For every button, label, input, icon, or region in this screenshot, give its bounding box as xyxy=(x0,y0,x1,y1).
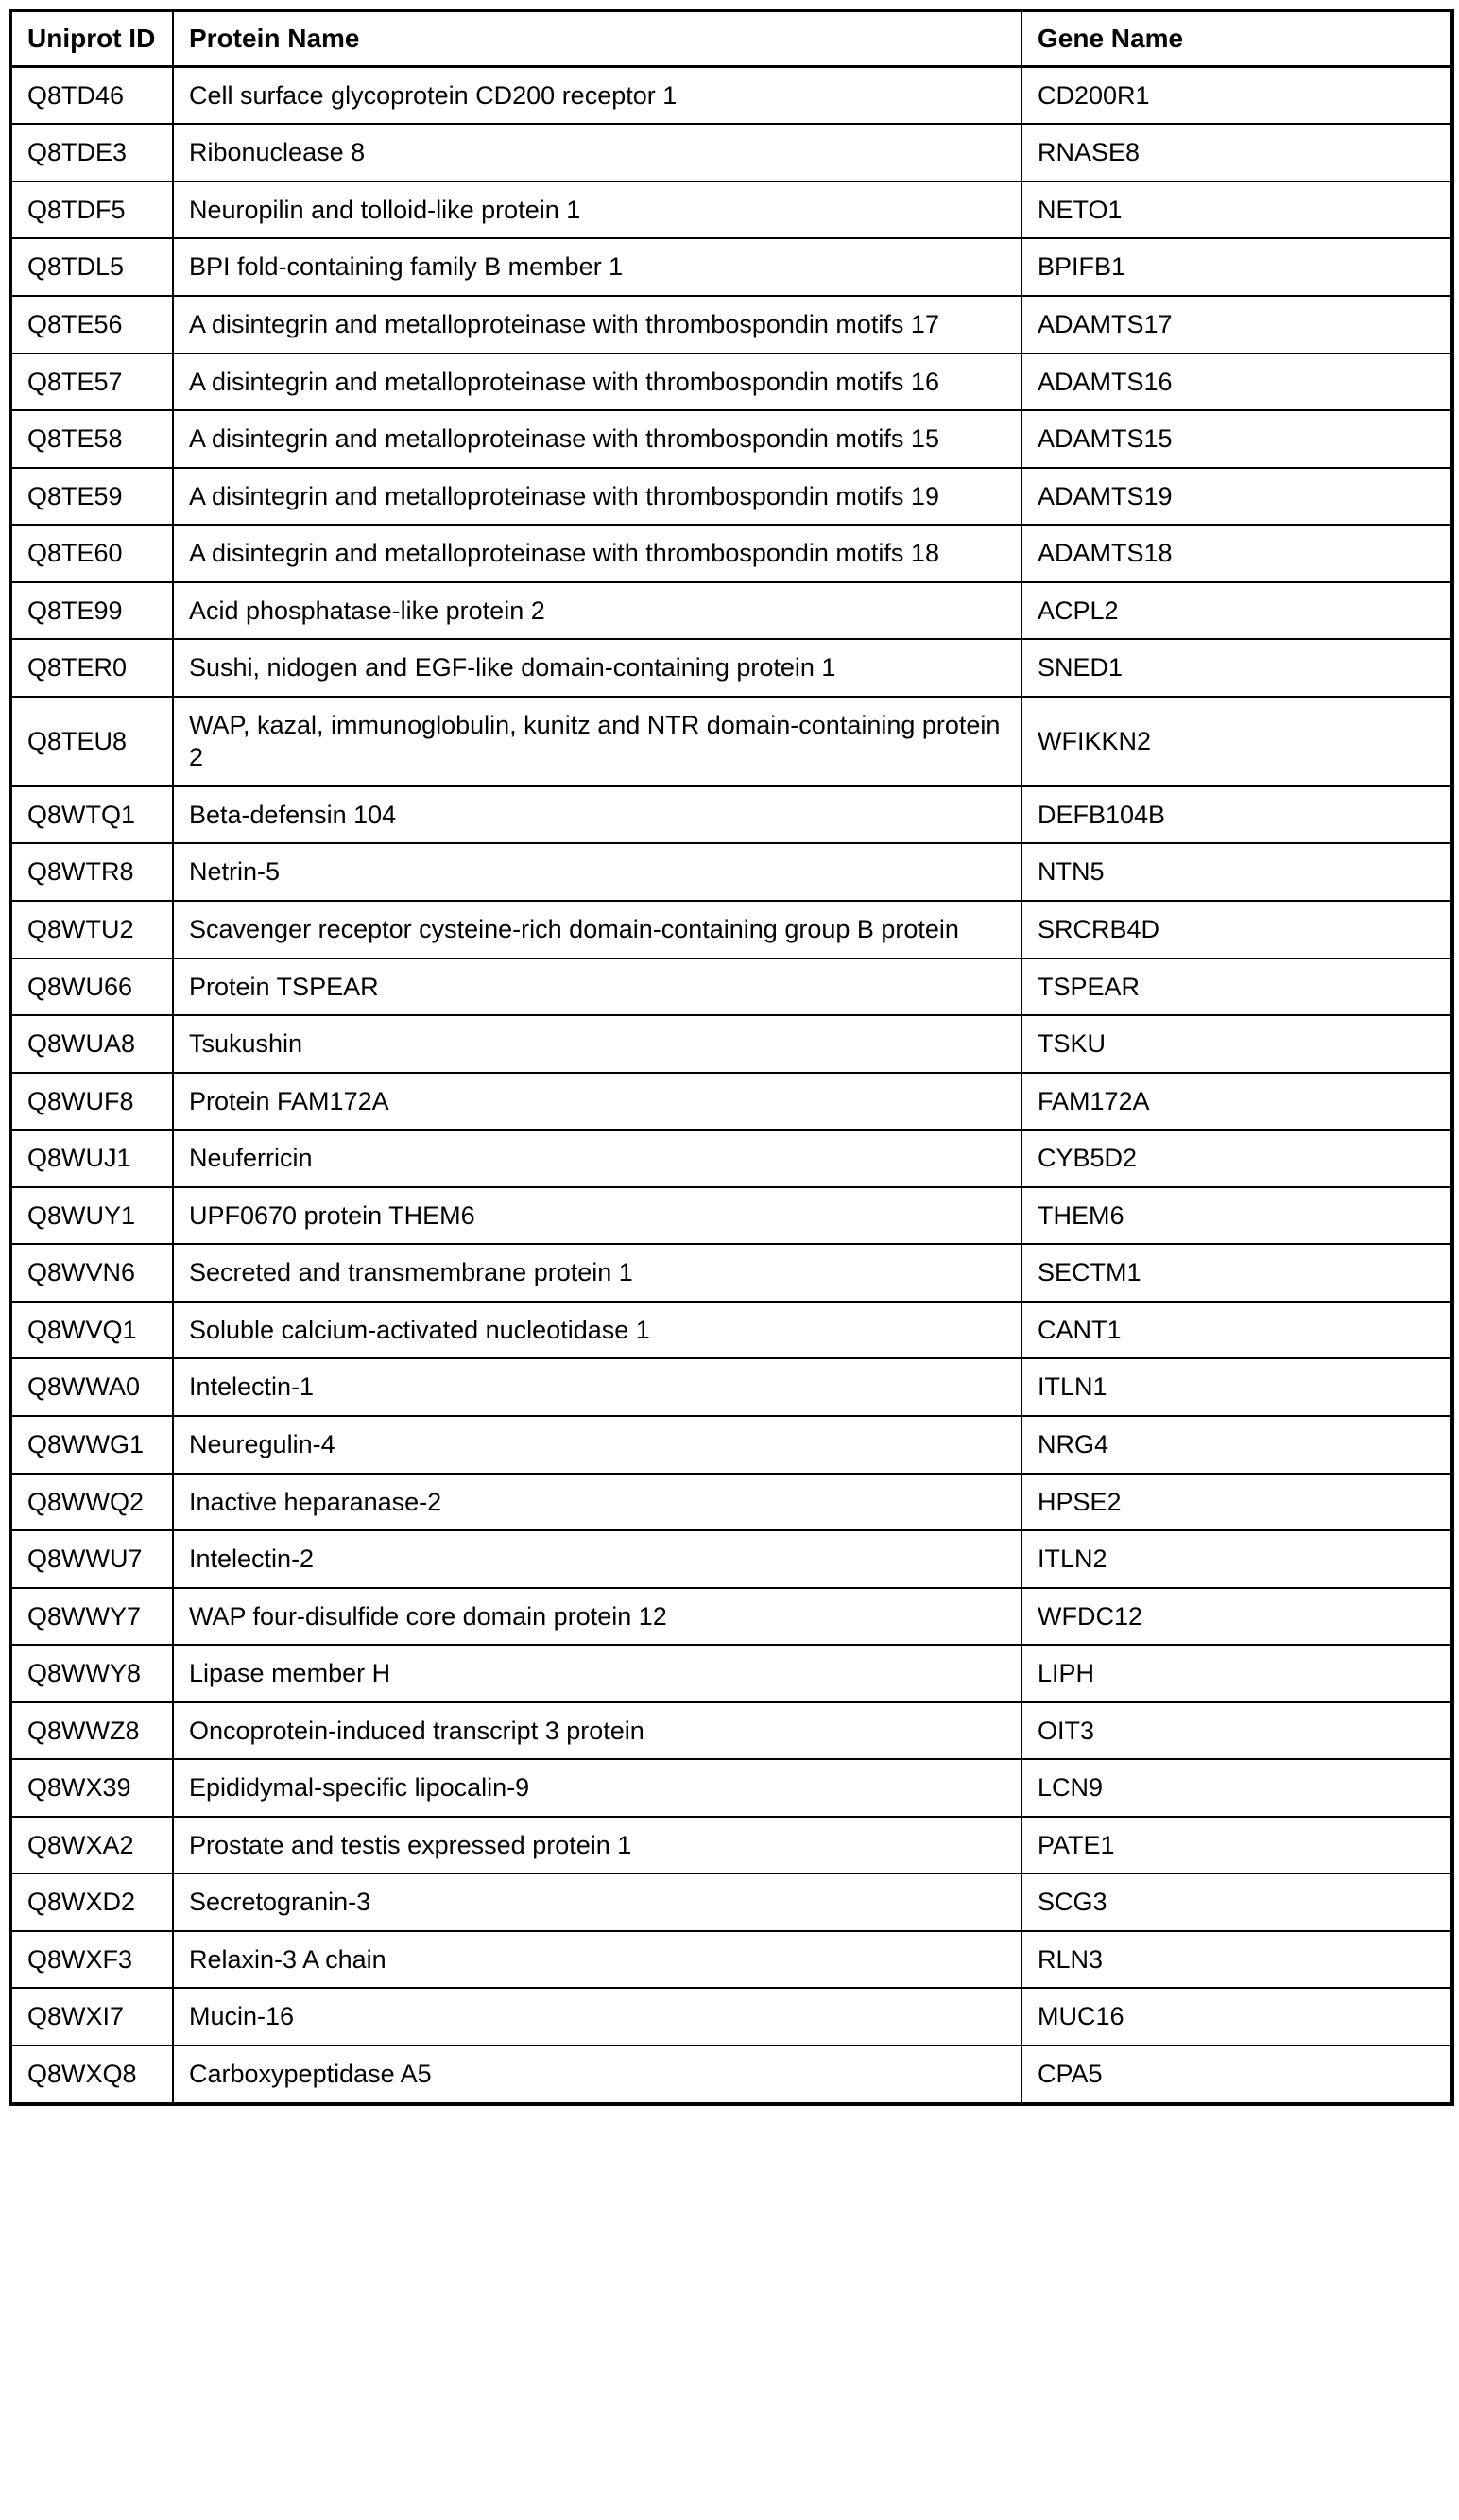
uniprot-id-cell: Q8WWA0 xyxy=(10,1358,173,1416)
table-row xyxy=(10,786,1452,844)
table-row xyxy=(10,1302,1452,1359)
table-row xyxy=(10,1931,1452,1989)
uniprot-id-cell: Q8WXF3 xyxy=(10,1931,173,1989)
uniprot-id-cell: Q8TE57 xyxy=(10,354,173,411)
uniprot-id-cell: Q8WX39 xyxy=(10,1759,173,1817)
gene-name-cell: ADAMTS17 xyxy=(1021,296,1452,354)
column-header-gene-name: Gene Name xyxy=(1021,10,1452,66)
protein-name-cell: Tsukushin xyxy=(173,1015,1021,1073)
gene-name-cell: ADAMTS18 xyxy=(1021,525,1452,582)
table-row xyxy=(10,582,1452,640)
gene-name-cell: SRCRB4D xyxy=(1021,901,1452,958)
table-row xyxy=(10,958,1452,1016)
table-row xyxy=(10,697,1452,786)
table-row xyxy=(10,639,1452,697)
uniprot-id-cell: Q8WUJ1 xyxy=(10,1130,173,1187)
header-row xyxy=(10,10,1452,66)
protein-name-cell: Inactive heparanase-2 xyxy=(173,1474,1021,1531)
gene-name-cell: WFIKKN2 xyxy=(1021,697,1452,786)
protein-name-cell: Secreted and transmembrane protein 1 xyxy=(173,1244,1021,1302)
protein-name-cell: Neuregulin-4 xyxy=(173,1416,1021,1474)
gene-name-cell: MUC16 xyxy=(1021,1988,1452,2045)
protein-name-cell: Intelectin-1 xyxy=(173,1358,1021,1416)
table-row xyxy=(10,1187,1452,1245)
uniprot-id-cell: Q8WTR8 xyxy=(10,843,173,901)
uniprot-id-cell: Q8WUA8 xyxy=(10,1015,173,1073)
protein-name-cell: Cell surface glycoprotein CD200 receptor 1 xyxy=(173,66,1021,124)
gene-name-cell: TSPEAR xyxy=(1021,958,1452,1016)
protein-name-cell: Beta-defensin 104 xyxy=(173,786,1021,844)
table-row xyxy=(10,843,1452,901)
table-row xyxy=(10,1645,1452,1702)
uniprot-id-cell: Q8WXD2 xyxy=(10,1873,173,1931)
gene-name-cell: LIPH xyxy=(1021,1645,1452,1702)
table-row xyxy=(10,1474,1452,1531)
uniprot-id-cell: Q8WU66 xyxy=(10,958,173,1016)
protein-name-cell: Protein TSPEAR xyxy=(173,958,1021,1016)
protein-name-cell: BPI fold-containing family B member 1 xyxy=(173,238,1021,296)
protein-name-cell: Soluble calcium-activated nucleotidase 1 xyxy=(173,1302,1021,1359)
uniprot-id-cell: Q8TDL5 xyxy=(10,238,173,296)
table-row xyxy=(10,525,1452,582)
protein-name-cell: Ribonuclease 8 xyxy=(173,124,1021,181)
gene-name-cell: CYB5D2 xyxy=(1021,1130,1452,1187)
table-row xyxy=(10,1358,1452,1416)
protein-name-cell: Secretogranin-3 xyxy=(173,1873,1021,1931)
uniprot-id-cell: Q8TD46 xyxy=(10,66,173,124)
gene-name-cell: NTN5 xyxy=(1021,843,1452,901)
gene-name-cell: SCG3 xyxy=(1021,1873,1452,1931)
protein-name-cell: A disintegrin and metalloproteinase with thrombospondin motifs 15 xyxy=(173,410,1021,468)
table-row xyxy=(10,181,1452,239)
uniprot-id-cell: Q8TE58 xyxy=(10,410,173,468)
gene-name-cell: HPSE2 xyxy=(1021,1474,1452,1531)
protein-name-cell: Epididymal-specific lipocalin-9 xyxy=(173,1759,1021,1817)
gene-name-cell: SECTM1 xyxy=(1021,1244,1452,1302)
protein-name-cell: WAP four-disulfide core domain protein 12 xyxy=(173,1588,1021,1646)
uniprot-id-cell: Q8TE56 xyxy=(10,296,173,354)
protein-name-cell: Scavenger receptor cysteine-rich domain-containing group B protein xyxy=(173,901,1021,958)
gene-name-cell: ACPL2 xyxy=(1021,582,1452,640)
uniprot-id-cell: Q8WVQ1 xyxy=(10,1302,173,1359)
gene-name-cell: THEM6 xyxy=(1021,1187,1452,1245)
table-row xyxy=(10,1817,1452,1874)
table-row xyxy=(10,354,1452,411)
table-row xyxy=(10,124,1452,181)
uniprot-id-cell: Q8WWZ8 xyxy=(10,1702,173,1760)
uniprot-id-cell: Q8WUY1 xyxy=(10,1187,173,1245)
protein-name-cell: Carboxypeptidase A5 xyxy=(173,2045,1021,2104)
table-row xyxy=(10,1588,1452,1646)
table-row xyxy=(10,1988,1452,2045)
protein-name-cell: Lipase member H xyxy=(173,1645,1021,1702)
gene-name-cell: PATE1 xyxy=(1021,1817,1452,1874)
protein-name-cell: Netrin-5 xyxy=(173,843,1021,901)
gene-name-cell: BPIFB1 xyxy=(1021,238,1452,296)
protein-name-cell: Oncoprotein-induced transcript 3 protein xyxy=(173,1702,1021,1760)
uniprot-id-cell: Q8WWG1 xyxy=(10,1416,173,1474)
table-row xyxy=(10,296,1452,354)
table-header xyxy=(10,10,1452,66)
protein-name-cell: Acid phosphatase-like protein 2 xyxy=(173,582,1021,640)
gene-name-cell: ITLN1 xyxy=(1021,1358,1452,1416)
gene-name-cell: SNED1 xyxy=(1021,639,1452,697)
table-row xyxy=(10,66,1452,124)
gene-name-cell: WFDC12 xyxy=(1021,1588,1452,1646)
column-header-uniprot-id: Uniprot ID xyxy=(10,10,173,66)
uniprot-id-cell: Q8TDF5 xyxy=(10,181,173,239)
table-row xyxy=(10,1530,1452,1588)
gene-name-cell: FAM172A xyxy=(1021,1073,1452,1131)
gene-name-cell: CPA5 xyxy=(1021,2045,1452,2104)
protein-name-cell: Neuropilin and tolloid-like protein 1 xyxy=(173,181,1021,239)
table-row xyxy=(10,1759,1452,1817)
protein-name-cell: WAP, kazal, immunoglobulin, kunitz and NTR domain-containing protein 2 xyxy=(173,697,1021,786)
table-row xyxy=(10,1130,1452,1187)
table-row xyxy=(10,1702,1452,1760)
gene-name-cell: OIT3 xyxy=(1021,1702,1452,1760)
gene-name-cell: RLN3 xyxy=(1021,1931,1452,1989)
uniprot-id-cell: Q8WWQ2 xyxy=(10,1474,173,1531)
table-row xyxy=(10,1073,1452,1131)
uniprot-id-cell: Q8WXQ8 xyxy=(10,2045,173,2104)
table-row xyxy=(10,238,1452,296)
protein-name-cell: Prostate and testis expressed protein 1 xyxy=(173,1817,1021,1874)
uniprot-id-cell: Q8TER0 xyxy=(10,639,173,697)
protein-name-cell: UPF0670 protein THEM6 xyxy=(173,1187,1021,1245)
table-body xyxy=(10,66,1452,2103)
gene-name-cell: ADAMTS19 xyxy=(1021,468,1452,526)
uniprot-id-cell: Q8WWY7 xyxy=(10,1588,173,1646)
uniprot-id-cell: Q8WVN6 xyxy=(10,1244,173,1302)
protein-name-cell: A disintegrin and metalloproteinase with thrombospondin motifs 16 xyxy=(173,354,1021,411)
gene-name-cell: ITLN2 xyxy=(1021,1530,1452,1588)
table-row xyxy=(10,1416,1452,1474)
gene-name-cell: DEFB104B xyxy=(1021,786,1452,844)
gene-name-cell: ADAMTS15 xyxy=(1021,410,1452,468)
gene-name-cell: LCN9 xyxy=(1021,1759,1452,1817)
uniprot-id-cell: Q8TE99 xyxy=(10,582,173,640)
protein-name-cell: Sushi, nidogen and EGF-like domain-containing protein 1 xyxy=(173,639,1021,697)
protein-name-cell: Intelectin-2 xyxy=(173,1530,1021,1588)
gene-name-cell: NRG4 xyxy=(1021,1416,1452,1474)
protein-name-cell: A disintegrin and metalloproteinase with thrombospondin motifs 18 xyxy=(173,525,1021,582)
table-row xyxy=(10,468,1452,526)
uniprot-id-cell: Q8WTQ1 xyxy=(10,786,173,844)
uniprot-id-cell: Q8TDE3 xyxy=(10,124,173,181)
table-row xyxy=(10,410,1452,468)
protein-name-cell: Neuferricin xyxy=(173,1130,1021,1187)
uniprot-id-cell: Q8WTU2 xyxy=(10,901,173,958)
uniprot-id-cell: Q8TE59 xyxy=(10,468,173,526)
uniprot-id-cell: Q8WXA2 xyxy=(10,1817,173,1874)
protein-name-cell: Relaxin-3 A chain xyxy=(173,1931,1021,1989)
gene-name-cell: NETO1 xyxy=(1021,181,1452,239)
gene-name-cell: TSKU xyxy=(1021,1015,1452,1073)
protein-name-cell: Mucin-16 xyxy=(173,1988,1021,2045)
gene-name-cell: CD200R1 xyxy=(1021,66,1452,124)
uniprot-id-cell: Q8TEU8 xyxy=(10,697,173,786)
gene-name-cell: RNASE8 xyxy=(1021,124,1452,181)
table-row xyxy=(10,901,1452,958)
gene-name-cell: ADAMTS16 xyxy=(1021,354,1452,411)
uniprot-id-cell: Q8WWY8 xyxy=(10,1645,173,1702)
protein-name-cell: Protein FAM172A xyxy=(173,1073,1021,1131)
table-row xyxy=(10,2045,1452,2104)
uniprot-id-cell: Q8WUF8 xyxy=(10,1073,173,1131)
table-row xyxy=(10,1873,1452,1931)
protein-name-cell: A disintegrin and metalloproteinase with thrombospondin motifs 17 xyxy=(173,296,1021,354)
protein-name-cell: A disintegrin and metalloproteinase with thrombospondin motifs 19 xyxy=(173,468,1021,526)
gene-name-cell: CANT1 xyxy=(1021,1302,1452,1359)
uniprot-id-cell: Q8TE60 xyxy=(10,525,173,582)
protein-table xyxy=(9,9,1454,2106)
uniprot-id-cell: Q8WWU7 xyxy=(10,1530,173,1588)
column-header-protein-name: Protein Name xyxy=(173,10,1021,66)
table-row xyxy=(10,1244,1452,1302)
uniprot-id-cell: Q8WXI7 xyxy=(10,1988,173,2045)
table-row xyxy=(10,1015,1452,1073)
